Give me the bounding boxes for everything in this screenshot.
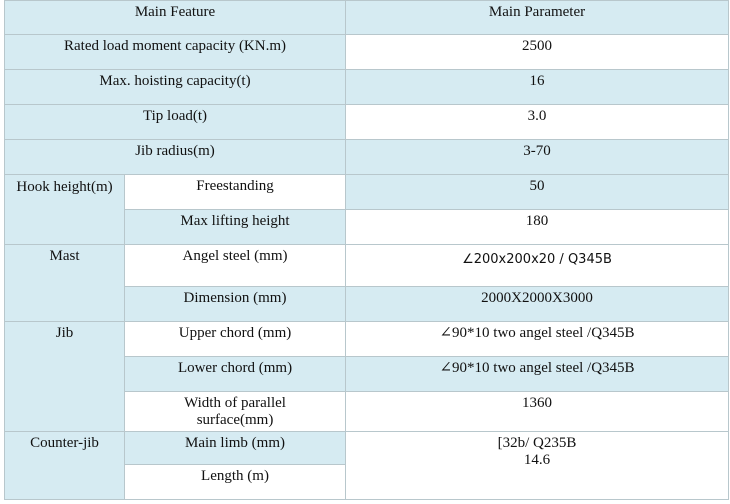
value-cell: ∠90*10 two angel steel /Q345B [346,322,729,357]
value-cell: 2000X2000X3000 [346,287,729,322]
sub-feature-cell: Main limb (mm) [125,432,346,465]
value-cell: ∠90*10 two angel steel /Q345B [346,357,729,392]
group-label-mast: Mast [5,245,125,322]
table-row [5,140,729,175]
feature-cell: Jib radius(m) [5,140,346,175]
main-limb-value: [32b/ Q235B [497,435,577,451]
sub-feature-cell: Upper chord (mm) [125,322,346,357]
value-cell: 2500 [346,35,729,70]
value-cell: 50 [346,175,729,210]
sub-feature-cell: Length (m) [125,465,346,500]
value-cell: 16 [346,70,729,105]
value-cell: 3-70 [346,140,729,175]
table-row [5,70,729,105]
value-cell: 180 [346,210,729,245]
group-label-hook-height: Hook height(m) [5,175,125,245]
sub-feature-cell: Dimension (mm) [125,287,346,322]
header-parameter: Main Parameter [346,1,729,35]
value-cell: 3.0 [346,105,729,140]
header-row [5,1,729,35]
table-row [5,105,729,140]
group-label-jib: Jib [5,322,125,432]
table-row [5,432,729,465]
table-row [5,245,729,287]
specification-table [4,0,729,500]
counter-jib-value-cell [346,432,729,500]
sub-feature-cell: Lower chord (mm) [125,357,346,392]
table-row [5,175,729,210]
sub-feature-cell: Angel steel (mm) [125,245,346,287]
feature-cell: Max. hoisting capacity(t) [5,70,346,105]
sub-feature-cell: Freestanding [125,175,346,210]
sub-feature-cell: Width of parallel surface(mm) [125,392,346,432]
header-feature: Main Feature [5,1,346,35]
table-row [5,322,729,357]
table-row [5,35,729,70]
group-label-counter-jib: Counter-jib [5,432,125,500]
sub-feature-cell: Max lifting height [125,210,346,245]
feature-cell: Rated load moment capacity (KN.m) [5,35,346,70]
value-cell: 1360 [346,392,729,432]
feature-cell: Tip load(t) [5,105,346,140]
length-value: 14.6 [523,452,551,468]
value-cell: ∠200x200x20 / Q345B [346,245,729,287]
